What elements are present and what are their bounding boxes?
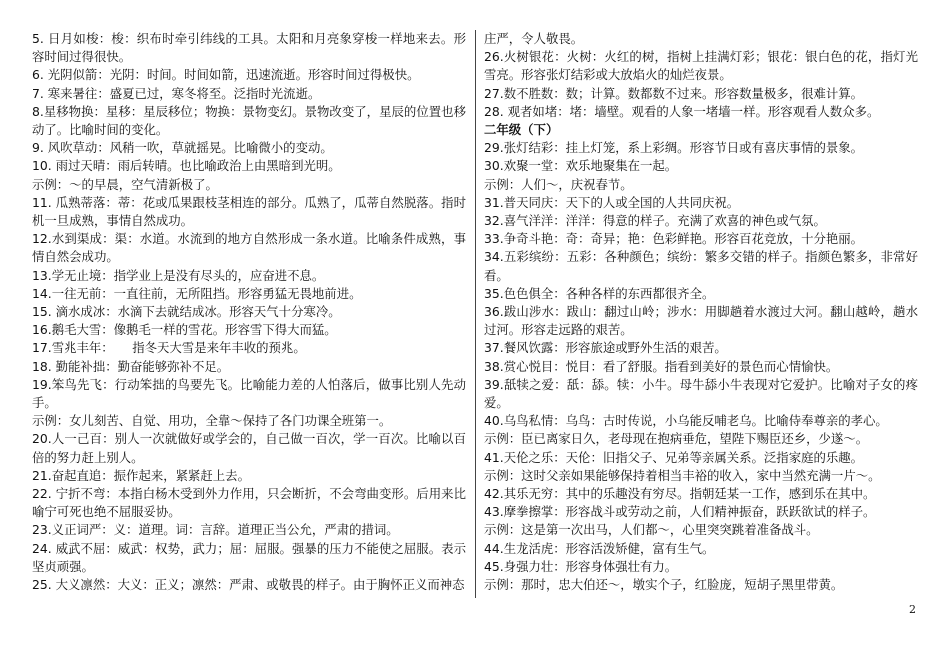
idiom-entry: 40.乌鸟私情：乌鸟：古时传说，小乌能反哺老乌。比喻侍奉尊亲的孝心。 bbox=[484, 413, 888, 429]
idiom-entry: 示例：这时父亲如果能够保持着相当丰裕的收入，家中当然充满一片～。 bbox=[484, 467, 881, 483]
idiom-entry: 14.一往无前：一直往前，无所阻挡。形容勇猛无畏地前进。 bbox=[32, 285, 362, 301]
idiom-entry: 庄严，令人敬畏。 bbox=[484, 31, 584, 46]
idiom-entry: 23.义正词严：义：道理。词：言辞。道理正当公允，严肃的措词。 bbox=[32, 522, 399, 538]
right-column bbox=[484, 30, 918, 594]
idiom-entry: 34.五彩缤纷：五彩：各种颜色；缤纷：繁多交错的样子。指颜色繁多，非常好看。 bbox=[484, 249, 918, 283]
idiom-entry: 11. 瓜熟蒂落：蒂：花或瓜果跟枝茎相连的部分。瓜熟了，瓜蒂自然脱落。指时机一旦成熟，事情自然成功。 bbox=[32, 194, 466, 229]
idiom-entry: 5. 日月如梭：梭：织布时牵引纬线的工具。太阳和月亮象穿梭一样地来去。形容时间过得很快。 bbox=[32, 31, 466, 65]
idiom-entry: 示例：那时，忠大伯还～，墩实个子，红脸庞，短胡子黑里带黄。 bbox=[484, 577, 844, 593]
idiom-entry: 15. 滴水成冰：水滴下去就结成冰。形容天气十分寒冷。 bbox=[32, 304, 341, 320]
idiom-entry: 8.星移物换：星移：星辰移位；物换：景物变幻。景物改变了，星辰的位置也移动了。比喻时间的变化。 bbox=[32, 103, 466, 138]
idiom-entry: 28. 观者如堵：堵：墙壁。观看的人象一堵墙一样。形容观看人数众多。 bbox=[484, 103, 880, 119]
idiom-entry: 36.跋山涉水：跋山：翻过山岭；涉水：用脚趟着水渡过大河。翻山越岭，趟水过河。形容走远路的艰苦。 bbox=[484, 304, 918, 338]
section-heading: 二年级（下） bbox=[484, 122, 559, 138]
idiom-entry: 10. 雨过天晴：雨后转晴。也比喻政治上由黑暗到光明。 bbox=[32, 158, 341, 174]
idiom-entry: 13.学无止境：指学业上是没有尽头的，应奋进不息。 bbox=[32, 267, 325, 283]
idiom-entry: 42.其乐无穷：其中的乐趣没有穷尽。指朝廷某一工作，感到乐在其中。 bbox=[484, 486, 876, 502]
idiom-entry: 32.喜气洋洋：洋洋：得意的样子。充满了欢喜的神色或气氛。 bbox=[484, 213, 826, 229]
idiom-entry: 9. 风吹草动：风稍一吹，草就摇晃。比喻微小的变动。 bbox=[32, 140, 333, 156]
column-divider bbox=[475, 30, 476, 598]
idiom-entry: 19.笨鸟先飞：行动笨拙的鸟要先飞。比喻能力差的人怕落后，做事比别人先动手。 bbox=[32, 376, 466, 411]
idiom-entry: 16.鹅毛大雪：像鹅毛一样的雪花。形容雪下得大而猛。 bbox=[32, 322, 337, 338]
idiom-entry: 30.欢聚一堂：欢乐地聚集在一起。 bbox=[484, 158, 678, 174]
idiom-entry: 35.色色俱全：各种各样的东西都很齐全。 bbox=[484, 285, 715, 301]
idiom-entry: 31.普天同庆：天下的人或全国的人共同庆祝。 bbox=[484, 194, 740, 210]
idiom-entry: 12.水到渠成：渠：水道。水流到的地方自然形成一条水道。比喻条件成熟，事情自然会成功。 bbox=[32, 231, 466, 265]
page-number: 2 bbox=[909, 603, 916, 616]
idiom-entry: 22. 宁折不弯：本指白杨木受到外力作用，只会断折，不会弯曲变形。后用来比喻宁可死也绝不屈服妥协。 bbox=[32, 486, 466, 520]
idiom-entry: 20.人一己百：别人一次就做好或学会的，自己做一百次，学一百次。比喻以百倍的努力赶上别人。 bbox=[32, 431, 466, 465]
idiom-entry: 39.舐犊之爱：舐：舔。犊：小牛。母牛舔小牛表现对它爱护。比喻对子女的疼爱。 bbox=[484, 376, 918, 411]
idiom-entry: 示例：人们～，庆祝春节。 bbox=[484, 176, 633, 192]
left-column bbox=[32, 30, 466, 594]
idiom-entry: 26.火树银花：火树：火红的树，指树上挂满灯彩；银花：银白色的花，指灯光雪亮。形容张灯结彩或大放焰火的灿烂夜景。 bbox=[484, 49, 918, 83]
idiom-entry: 18. 勤能补拙：勤奋能够弥补不足。 bbox=[32, 358, 230, 374]
idiom-entry: 45.身强力壮：形容身体强壮有力。 bbox=[484, 558, 678, 574]
idiom-entry: 44.生龙活虎：形容活泼矫健，富有生气。 bbox=[484, 540, 715, 556]
idiom-entry: 示例：这是第一次出马，人们都～，心里突突跳着准备战斗。 bbox=[484, 522, 819, 538]
idiom-entry: 17.雪兆丰年： 指冬天大雪是来年丰收的预兆。 bbox=[32, 340, 306, 356]
idiom-entry: 43.摩拳擦掌：形容战斗或劳动之前，人们精神振奋，跃跃欲试的样子。 bbox=[484, 504, 876, 520]
idiom-entry: 25. 大义凛然：大义：正义；凛然：严肃、或敬畏的样子。由于胸怀正义而神态 bbox=[32, 577, 465, 593]
idiom-entry: 示例：～的早晨，空气清新极了。 bbox=[32, 176, 218, 192]
idiom-entry: 21.奋起直追：振作起来，紧紧赶上去。 bbox=[32, 467, 250, 483]
idiom-entry: 6. 光阴似箭：光阴：时间。时间如箭，迅速流逝。形容时间过得极快。 bbox=[32, 67, 420, 83]
idiom-entry: 示例：女儿刻苦、自觉、用功，全靠～保持了各门功课全班第一。 bbox=[32, 413, 392, 429]
idiom-entry: 7. 寒来暑往：盛夏已过，寒冬将至。泛指时光流逝。 bbox=[32, 85, 321, 101]
idiom-entry: 示例：臣已离家日久，老母现在抱病垂危，望陛下赐臣还乡，少遂～。 bbox=[484, 431, 869, 447]
idiom-entry: 29.张灯结彩：挂上灯笼，系上彩绸。形容节日或有喜庆事情的景象。 bbox=[484, 140, 864, 156]
idiom-entry: 37.餐风饮露：形容旅途或野外生活的艰苦。 bbox=[484, 340, 727, 356]
idiom-entry: 24. 威武不屈：威武：权势，武力；屈：屈服。强暴的压力不能使之屈服。表示坚贞顽强。 bbox=[32, 540, 466, 574]
idiom-entry: 27.数不胜数：数；计算。数都数不过来。形容数量极多，很难计算。 bbox=[484, 85, 864, 101]
idiom-entry: 41.天伦之乐：天伦：旧指父子、兄弟等亲属关系。泛指家庭的乐趣。 bbox=[484, 449, 864, 465]
idiom-entry: 38.赏心悦目：悦目：看了舒服。指看到美好的景色而心情愉快。 bbox=[484, 358, 839, 374]
idiom-entry: 33.争奇斗艳：奇：奇异；艳：色彩鲜艳。形容百花竞放，十分艳丽。 bbox=[484, 231, 864, 247]
